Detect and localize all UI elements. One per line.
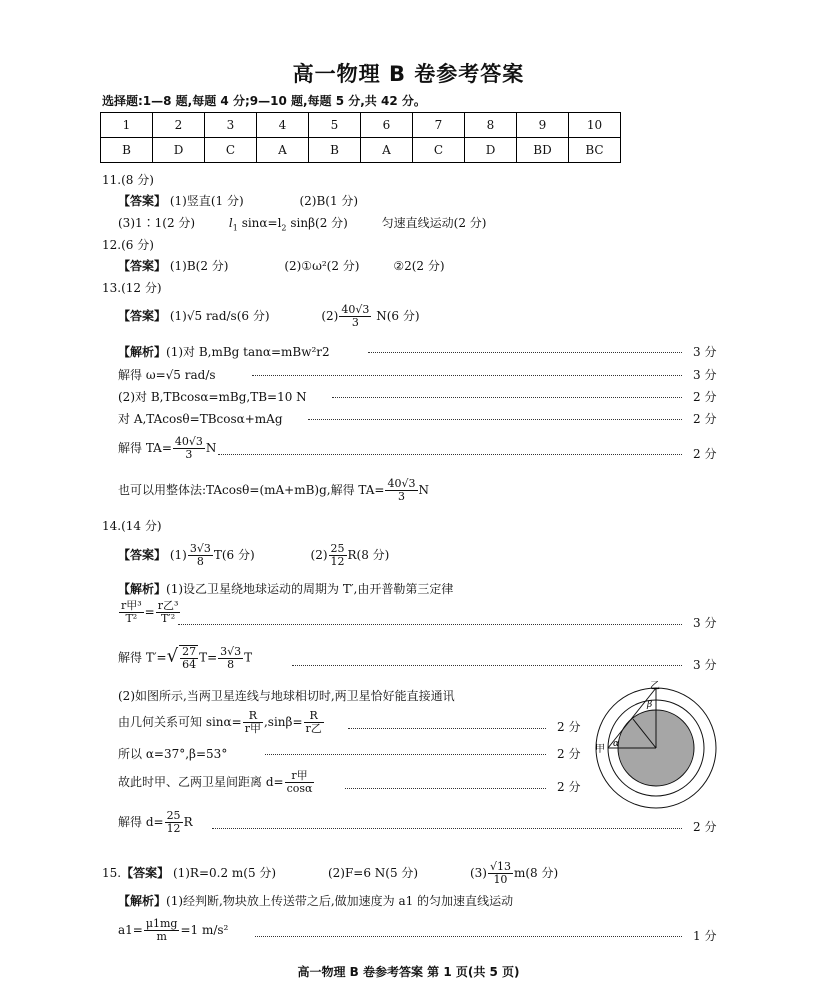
- q12-header: 12.(6 分): [102, 238, 154, 252]
- q14-l1: (1)设乙卫星绕地球运动的周期为 T′,由开普勒第三定律: [166, 582, 454, 596]
- q14-a1-post: T(6 分): [213, 548, 255, 563]
- table-cell: 8: [465, 113, 517, 138]
- q14-header: 14.(14 分): [102, 519, 162, 533]
- q14-line-2: $\frac{\text{r甲³}}{\text{T²}}$ = $\frac{\text{r乙³}}{\text{T′²}}$: [121, 599, 179, 626]
- dot-leader: [255, 936, 682, 937]
- table-cell: 5: [309, 113, 361, 138]
- table-cell: BD: [517, 138, 569, 163]
- q15-a3-pre: (3): [469, 866, 487, 881]
- score: 2 分: [693, 820, 717, 834]
- intro-text: 选择题:1—8 题,每题 4 分;9—10 题,每题 5 分,共 42 分。: [102, 94, 426, 108]
- q14-line-6: 所以 α=37°,β=53°: [118, 747, 228, 761]
- q14-line-5: [118, 710, 325, 735]
- table-cell: A: [361, 138, 413, 163]
- q11-a5: 匀速直线运动(2 分): [381, 216, 487, 230]
- score: 1 分: [693, 929, 717, 943]
- table-cell: D: [153, 138, 205, 163]
- q14-line-7: [118, 770, 315, 795]
- q14-answer-line: [118, 543, 389, 568]
- q13-line-5: [118, 436, 216, 461]
- q14-a2-post: R(8 分): [347, 548, 390, 563]
- q13-l5-post: N: [205, 441, 217, 456]
- q11-a4-left: l: [228, 216, 233, 230]
- dot-leader: [368, 352, 682, 353]
- score: 2 分: [693, 447, 717, 461]
- q14-line-8: [118, 810, 193, 835]
- dot-leader: [218, 454, 682, 455]
- multiple-choice-table: [100, 112, 621, 163]
- q13-l6-fraction: $\frac{40√3}{3}$: [387, 477, 416, 504]
- q15-l2-fraction: $\frac{\mu 1mg}{m}$: [145, 917, 178, 944]
- q13-line-4: 对 A,TAcosθ=TBcosα+mAg: [118, 412, 283, 426]
- table-cell: 7: [413, 113, 465, 138]
- q14-l5-pre: 由几何关系可知 sinα=: [118, 715, 242, 730]
- answer-tag: 【答案】: [118, 259, 167, 273]
- q15-answer-line: [102, 861, 558, 886]
- table-cell: 4: [257, 113, 309, 138]
- table-cell: 10: [569, 113, 621, 138]
- q11-a3: (3)1∶1(2 分): [118, 216, 196, 230]
- table-cell: 6: [361, 113, 413, 138]
- q13-l6-pre: 也可以用整体法:TAcosθ=(mA+mB)g,解得 TA=: [118, 483, 385, 498]
- satellite-diagram: [588, 680, 724, 816]
- q14-line-1: [118, 580, 453, 597]
- q14-l8-fraction: $\frac{25}{12}$: [166, 809, 181, 836]
- q14-l8-pre: 解得 d=: [118, 815, 164, 830]
- analysis-tag: 【解析】: [118, 582, 167, 596]
- dot-leader: [252, 375, 682, 376]
- q15-a3-post: m(8 分): [513, 866, 559, 881]
- q14-l3-post: T: [244, 650, 253, 665]
- q14-l2-fraction-2: $\frac{\text{r乙³}}{\text{T′²}}$: [157, 599, 179, 626]
- table-row-numbers: [101, 113, 621, 138]
- q13-l6-post: N: [418, 483, 429, 498]
- score: 2 分: [557, 720, 581, 734]
- q13-line-1: [118, 343, 330, 360]
- q13-header: 13.(12 分): [102, 281, 162, 295]
- label-beta: β: [647, 700, 653, 710]
- q15-a3-fraction: $\frac{√13}{10}$: [489, 860, 511, 887]
- table-cell: C: [205, 138, 257, 163]
- q14-l2-fraction-1: $\frac{\text{r甲³}}{\text{T²}}$: [121, 599, 142, 626]
- label-jia: 甲: [595, 744, 605, 755]
- score: 2 分: [693, 412, 717, 426]
- q13-a2-fraction: $\frac{40√3}{3}$: [341, 303, 370, 330]
- score: 3 分: [693, 368, 717, 382]
- q14-a2-pre: (2): [310, 548, 328, 563]
- q14-a1-pre: (1): [169, 548, 187, 563]
- table-cell: BC: [569, 138, 621, 163]
- q13-answer-line: [118, 304, 420, 329]
- q12-a1: (1)B(2 分): [169, 259, 229, 273]
- q14-l5-fraction-2: $\frac{R}{\text{r乙}}$: [305, 709, 322, 736]
- q14-l3-fraction: $\frac{3√3}{8}$: [220, 644, 242, 671]
- q11-answer-line-2: (3)1∶1(2 分) $l_1$ $\sin\alpha=l_2$ sinβ(2 分) 匀速直线运动(2 分): [118, 216, 487, 233]
- answer-tag: 【答案】: [118, 309, 167, 324]
- dot-leader: [345, 788, 546, 789]
- q14-l7-pre: 故此时甲、乙两卫星间距离 d=: [118, 775, 284, 790]
- q12-a2: (2)①ω²(2 分): [284, 259, 360, 273]
- q14-l3-pre: 解得 T′=: [118, 650, 167, 665]
- q15-l1: (1)经判断,物块放上传送带之后,做加速度为 a1 的匀加速直线运动: [166, 894, 514, 908]
- dot-leader: [292, 665, 682, 666]
- q13-line-3: (2)对 B,TBcosα=mBg,TB=10 N: [118, 390, 307, 404]
- dot-leader: [178, 624, 682, 625]
- table-row-answers: [101, 138, 621, 163]
- q14-l3-sqrt-fraction: $\frac{27}{64}$: [179, 645, 198, 671]
- q11-a2: (2)B(1 分): [299, 194, 359, 208]
- q13-line-6: [118, 478, 429, 503]
- page-footer: 高一物理 B 卷参考答案 第 1 页(共 5 页): [297, 965, 520, 979]
- answer-tag: 【答案】: [118, 548, 167, 563]
- q15-a1: (1)R=0.2 m(5 分): [172, 866, 277, 881]
- q11-a1: (1)竖直(1 分): [169, 194, 244, 208]
- answer-tag: 【答案】: [121, 866, 170, 881]
- q14-line-4: (2)如图所示,当两卫星连线与地球相切时,两卫星恰好能直接通讯: [118, 689, 455, 703]
- q15-line-1: [118, 892, 513, 909]
- q15-a2: (2)F=6 N(5 分): [327, 866, 419, 881]
- table-cell: 1: [101, 113, 153, 138]
- q15-header: 15.: [102, 866, 122, 881]
- label-yi: 乙: [650, 681, 660, 692]
- analysis-tag: 【解析】: [118, 894, 167, 908]
- q13-a2-pre: (2): [321, 309, 339, 324]
- page-title: 高一物理 B 卷参考答案: [292, 62, 525, 86]
- q14-l8-post: R: [183, 815, 193, 830]
- q13-l1: (1)对 B,mBg tanα=mBw²r2: [166, 345, 330, 359]
- q12-answer-line: [118, 257, 445, 274]
- q14-a1-fraction: $\frac{3√3}{8}$: [189, 542, 211, 569]
- score: 3 分: [693, 658, 717, 672]
- table-cell: 2: [153, 113, 205, 138]
- q14-a2-fraction: $\frac{25}{12}$: [330, 542, 345, 569]
- label-alpha: α: [613, 739, 620, 749]
- q13-l5-pre: 解得 TA=: [118, 441, 172, 456]
- dot-leader: [348, 728, 546, 729]
- table-cell: A: [257, 138, 309, 163]
- score: 3 分: [693, 345, 717, 359]
- q14-l5-fraction-1: $\frac{R}{\text{r甲}}$: [244, 709, 261, 736]
- dot-leader: [332, 397, 682, 398]
- table-cell: B: [101, 138, 153, 163]
- dot-leader: [265, 754, 546, 755]
- q12-a3: ②2(2 分): [393, 259, 445, 273]
- q14-l7-fraction: $\frac{\text{r甲}}{\cos\alpha}$: [286, 769, 313, 796]
- table-cell: C: [413, 138, 465, 163]
- q13-line-2: 解得 ω=√5 rad/s: [118, 368, 216, 382]
- q13-a2-post: N(6 分): [376, 309, 420, 324]
- q11-a4-right: sinβ(2 分): [290, 216, 348, 230]
- analysis-tag: 【解析】: [118, 345, 167, 359]
- answer-tag: 【答案】: [118, 194, 167, 208]
- score: 2 分: [557, 747, 581, 761]
- score: 2 分: [693, 390, 717, 404]
- score: 3 分: [693, 616, 717, 630]
- q11-a4-mid: sinα=l: [241, 216, 282, 230]
- table-cell: D: [465, 138, 517, 163]
- table-cell: B: [309, 138, 361, 163]
- dot-leader: [212, 828, 682, 829]
- q11-header: 11.(8 分): [102, 173, 154, 187]
- q15-l2-pre: a1=: [118, 923, 143, 938]
- q13-l5-fraction: $\frac{40√3}{3}$: [174, 435, 203, 462]
- table-cell: 9: [517, 113, 569, 138]
- q14-line-3: 解得 T′=√ $\frac{27}{64}$ T= $\frac{3√3}{8}$ T: [118, 644, 253, 672]
- table-cell: 3: [205, 113, 257, 138]
- dot-leader: [308, 419, 682, 420]
- q13-a1: (1)√5 rad/s(6 分): [169, 309, 270, 324]
- q15-line-2: [118, 918, 228, 943]
- score: 2 分: [557, 780, 581, 794]
- q14-l3-mid: T=: [199, 650, 218, 665]
- q11-answer-line-1: [118, 192, 358, 209]
- q15-l2-post: =1 m/s²: [180, 923, 229, 938]
- q14-l5-mid: ,sinβ=: [263, 715, 303, 730]
